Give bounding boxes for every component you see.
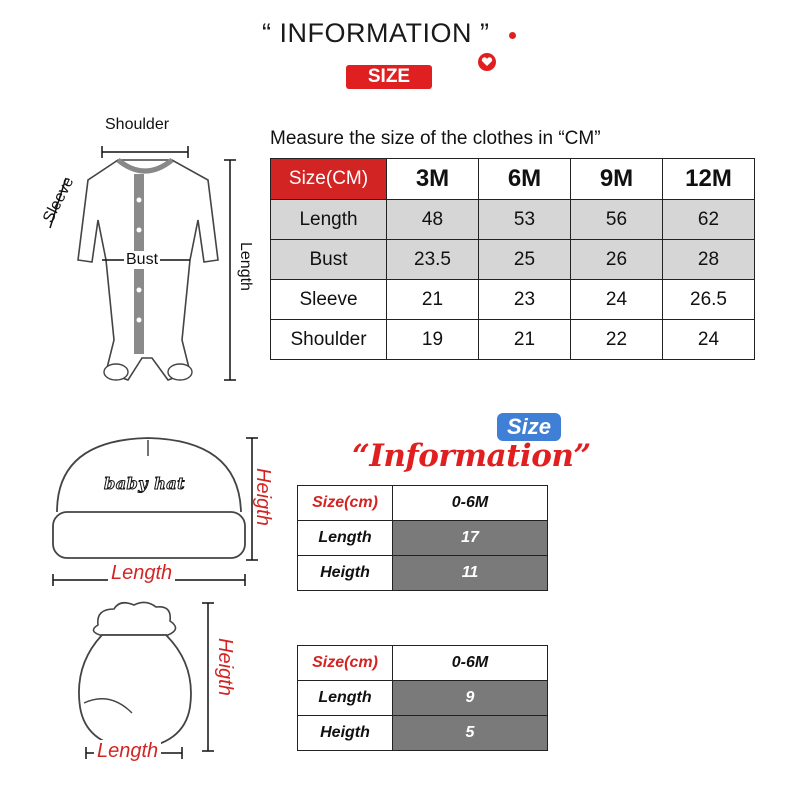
- table-row: [298, 716, 548, 751]
- table-cell: 48: [387, 200, 479, 240]
- header-cell: 12M: [663, 159, 755, 200]
- bust-label: Bust: [126, 251, 159, 268]
- sleeve-label: Sleeve: [40, 174, 78, 226]
- row-label: Shoulder: [271, 320, 387, 360]
- length-label: Length: [237, 242, 254, 291]
- hat-embroidery: baby hat: [104, 474, 185, 493]
- header-cell: 0-6M: [393, 486, 548, 521]
- row-label: Sleeve: [271, 280, 387, 320]
- header-cell: 6M: [479, 159, 571, 200]
- information-title: “Information”: [352, 438, 591, 474]
- header-cell: Size(cm): [298, 486, 393, 521]
- table-cell: 62: [663, 200, 755, 240]
- table-row: [298, 681, 548, 716]
- table-cell: 23: [479, 280, 571, 320]
- heart-icon: [476, 52, 498, 72]
- table-row: [271, 280, 755, 320]
- header-cell: Size(CM): [271, 159, 387, 200]
- mitten-height-label: Heigth: [214, 638, 236, 696]
- table-cell: 28: [663, 240, 755, 280]
- header-cell: Size(cm): [298, 646, 393, 681]
- size-tag: SIZE: [346, 65, 432, 89]
- table-cell: 21: [479, 320, 571, 360]
- table-cell: 22: [571, 320, 663, 360]
- table-cell: 24: [571, 280, 663, 320]
- table-cell: 25: [479, 240, 571, 280]
- header-cell: 3M: [387, 159, 479, 200]
- table-cell: 5: [393, 716, 548, 751]
- mitten-length-label: Length: [94, 740, 161, 763]
- row-label: Heigth: [298, 556, 393, 591]
- table-cell: 26: [571, 240, 663, 280]
- table-cell: 17: [393, 521, 548, 556]
- table-row: [298, 486, 548, 521]
- table-cell: 23.5: [387, 240, 479, 280]
- table-cell: 56: [571, 200, 663, 240]
- table-row: [298, 521, 548, 556]
- hat-length-label: Length: [108, 562, 175, 585]
- size-table-header: [271, 159, 755, 200]
- measure-note: Measure the size of the clothes in “CM”: [270, 128, 601, 149]
- mitten-size-table: [297, 645, 548, 751]
- table-row: [298, 556, 548, 591]
- row-label: Length: [271, 200, 387, 240]
- row-label: Bust: [271, 240, 387, 280]
- table-cell: 9: [393, 681, 548, 716]
- table-row: [271, 320, 755, 360]
- decorative-dot: [509, 32, 516, 39]
- table-cell: 19: [387, 320, 479, 360]
- table-cell: 24: [663, 320, 755, 360]
- table-cell: 53: [479, 200, 571, 240]
- hat-height-label: Heigth: [252, 468, 274, 526]
- table-row: [271, 240, 755, 280]
- hat-size-table: [297, 485, 548, 591]
- header-cell: 0-6M: [393, 646, 548, 681]
- shoulder-label: Shoulder: [105, 116, 170, 133]
- row-label: Length: [298, 681, 393, 716]
- table-row: [298, 646, 548, 681]
- size-table: [270, 158, 755, 360]
- row-label: Length: [298, 521, 393, 556]
- header-cell: 9M: [571, 159, 663, 200]
- size-badge: Size: [497, 413, 561, 441]
- table-cell: 21: [387, 280, 479, 320]
- table-row: [271, 200, 755, 240]
- table-cell: 26.5: [663, 280, 755, 320]
- row-label: Heigth: [298, 716, 393, 751]
- page-title: “ INFORMATION ”: [262, 18, 490, 48]
- table-cell: 11: [393, 556, 548, 591]
